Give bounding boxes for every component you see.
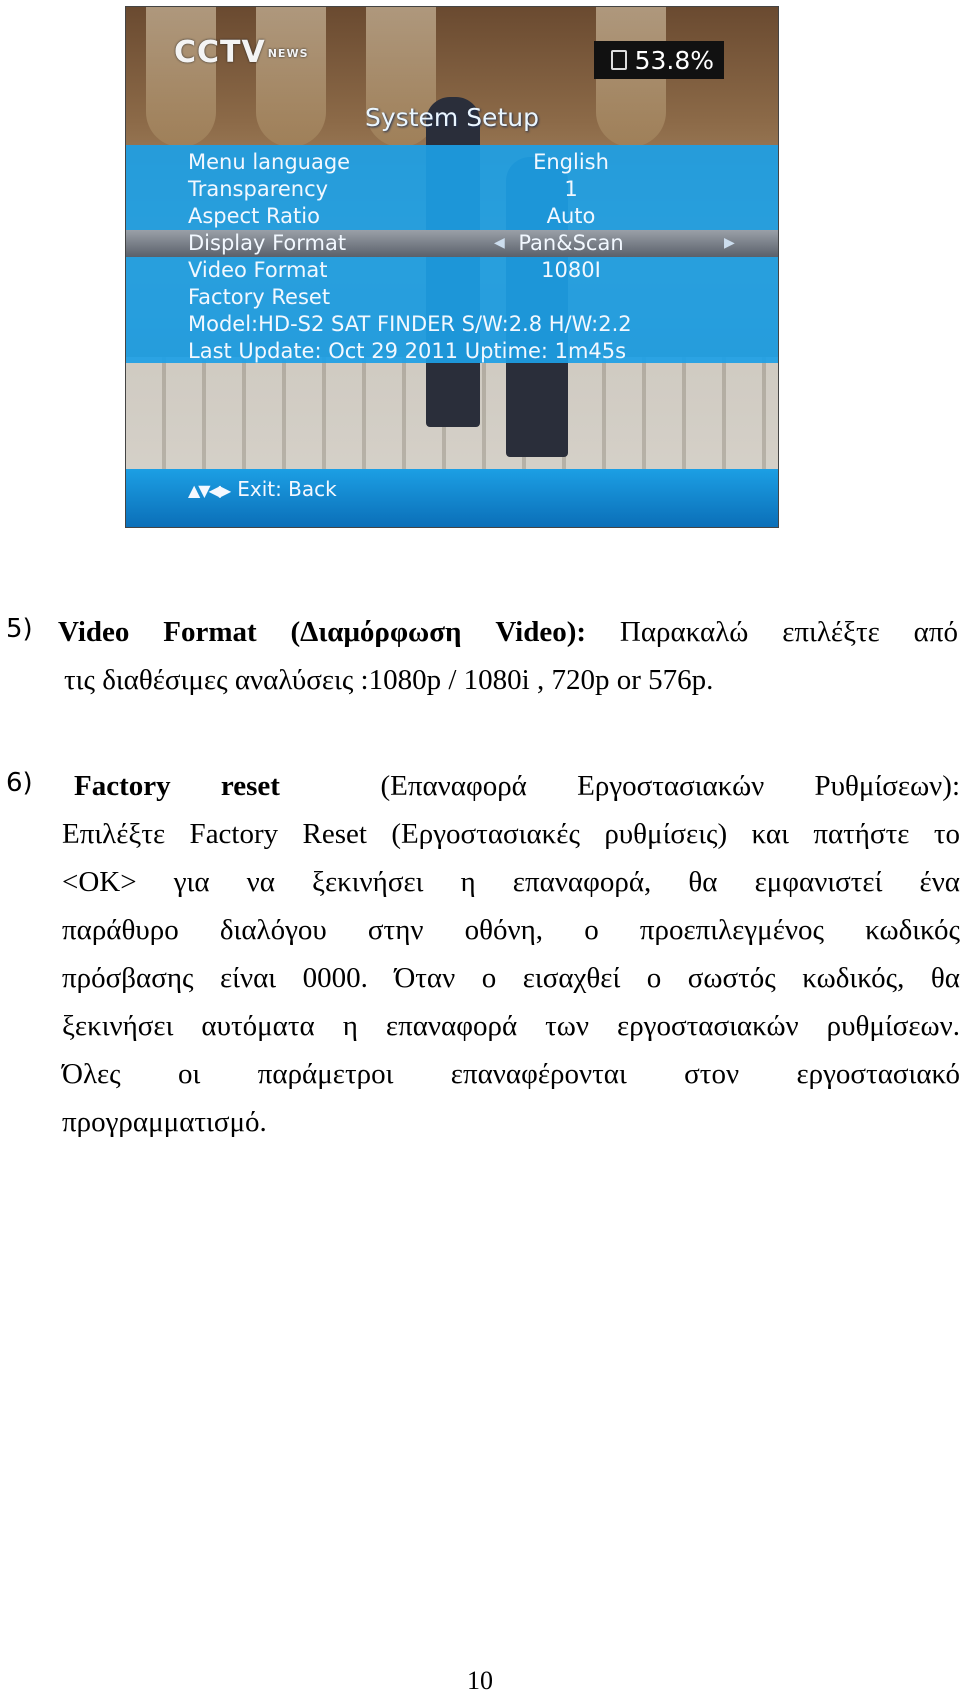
signal-value: 53.8% [634, 45, 714, 75]
item-title: Factory reset [74, 770, 280, 802]
menu-screenshot [125, 6, 779, 528]
signal-icon [611, 50, 627, 70]
channel-logo: CCTV NEWS [174, 35, 309, 70]
arrow-left-icon[interactable]: ◀ [494, 235, 505, 251]
item-number: 6) [6, 768, 33, 798]
paragraph-video-format: Video Format (Διαμόρφωση Video): Παρακαλώ επιλέξτε από τις διαθέσιμες αναλύσεις :1080p / 1080i , 720p or 576p. [58, 616, 958, 696]
item-number: 5) [6, 614, 33, 644]
arrow-right-icon[interactable]: ▶ [724, 235, 735, 251]
menu-item-aspect-ratio[interactable]: Aspect Ratio Auto [188, 204, 596, 228]
menu-title: System Setup [365, 103, 539, 132]
menu-item-factory-reset[interactable]: Factory Reset [188, 285, 331, 309]
menu-footer [126, 469, 778, 527]
arrow-keys-icon: ▲▼◀▶ [188, 481, 230, 500]
menu-item-language[interactable]: Menu language English [188, 150, 609, 174]
item-title: Video Format (Διαμόρφωση Video): [58, 616, 587, 648]
last-update-info: Last Update: Oct 29 2011 Uptime: 1m45s [188, 339, 627, 363]
menu-item-video-format[interactable]: Video Format 1080I [188, 258, 601, 282]
menu-item-display-format[interactable]: Display Format ◀ Pan&Scan ▶ [126, 230, 778, 257]
paragraph-factory-reset: Factory reset (Επαναφορά Εργοστασιακών Ρυθμίσεων): Επιλέξτε Factory Reset (Εργοστασιακές ρυθμίσεις) και πατήστε το <OK> για να ξεκινήσει η επαναφορά, θα εμφανιστεί ένα παράθυρο διαλόγου στην οθόνη, ο προεπιλεγμένος κωδικός πρόσβασης είναι 0000. Όταν ο εισαχθεί ο σωστός κωδικός, θα ξεκινήσει αυτόματα η επαναφορά των εργοστασιακών ρυθμίσεων. Όλες οι παράμετροι επαναφέρονται στον εργοστασιακό προγραμματισμό. [62, 770, 960, 1138]
system-setup-menu [126, 145, 778, 363]
signal-indicator [594, 41, 724, 79]
nav-hint: ▲▼◀▶ Exit: Back [188, 477, 337, 501]
menu-item-transparency[interactable]: Transparency 1 [188, 177, 578, 201]
page-number: 10 [467, 1666, 493, 1695]
model-info: Model:HD-S2 SAT FINDER S/W:2.8 H/W:2.2 [188, 312, 632, 336]
